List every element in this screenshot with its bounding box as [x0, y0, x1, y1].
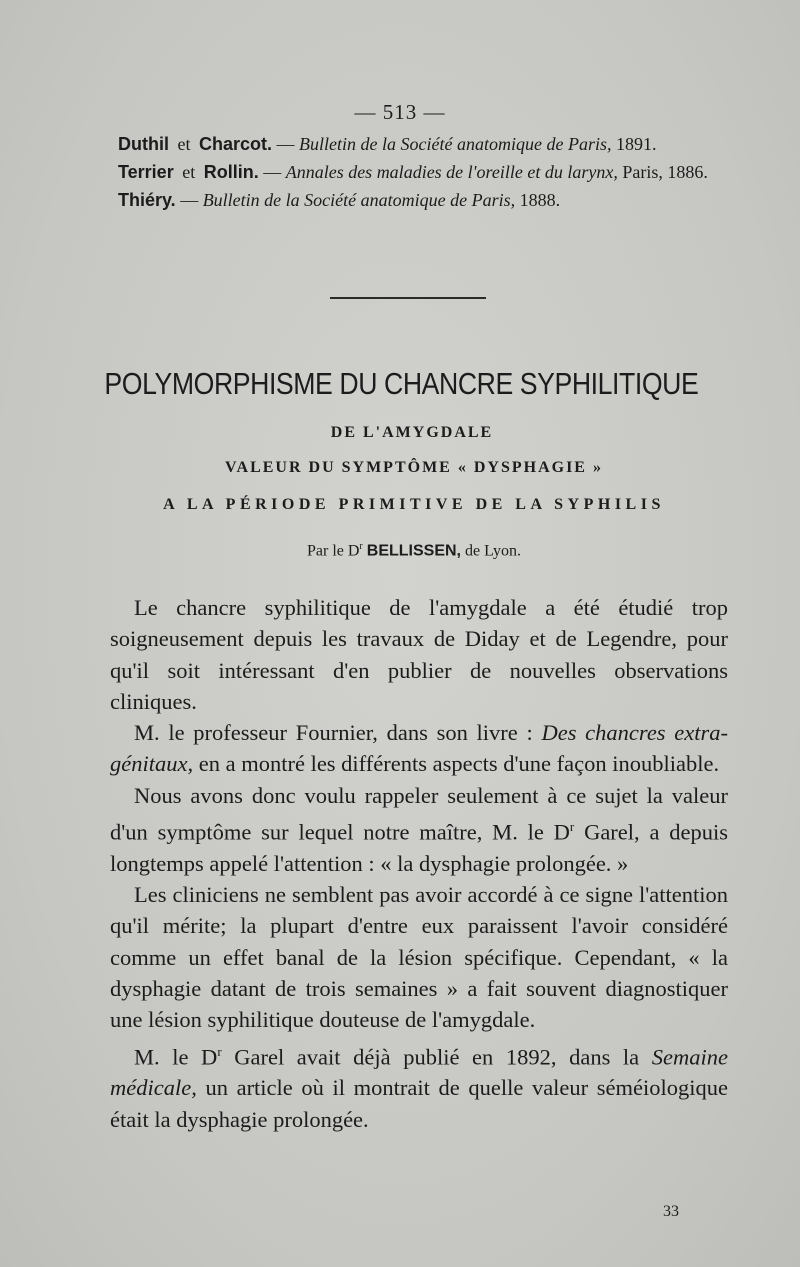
reference-dash: — — [263, 162, 282, 182]
reference-detail: 1888. — [519, 190, 561, 210]
page-number: — 513 — — [354, 100, 446, 124]
reference-dash: — — [180, 190, 199, 210]
article-title: POLYMORPHISME DU CHANCRE SYPHILITIQUE — [104, 366, 699, 401]
reference-source: Bulletin de la Société anatomique de Paris, — [202, 190, 516, 210]
reference-author: Rollin. — [203, 162, 259, 182]
reference-author: Thiéry. — [118, 190, 176, 210]
text-run: en a montré les différents aspects d'une façon inoubliable. — [193, 751, 720, 777]
article-subtitle: A LA PÉRIODE PRIMITIVE DE LA SYPHILIS — [163, 496, 665, 513]
paragraph: Les cliniciens ne semblent pas avoir accordé à ce signe l'attention qu'il mérite; la plupart d'entre eux paraissent l'avoir considéré comme un effet banal de la lésion spécifique. Cependant, « la dysphagie datant de trois semaines » a fait souvent diagnostiquer une lésion syphilitique douteuse de l'amygdale. — [110, 882, 728, 1033]
section-divider — [330, 297, 486, 299]
author-name: BELLISSEN, — [366, 542, 461, 560]
paragraph — [110, 1036, 728, 1135]
italic-text: Des chancres extra-génitaux, — [110, 720, 728, 777]
italic-text: Semaine médicale, — [110, 1044, 728, 1101]
paragraph: Le chancre syphilitique de l'amygdale a été étudié trop soigneusement depuis les travaux de Diday et de Legendre, pour qu'il soit intéressant d'en publier de nouvelles observations cliniques. — [110, 595, 728, 714]
reference-author: Terrier — [118, 162, 174, 182]
reference-detail: 1891. — [615, 134, 657, 154]
article-body — [110, 592, 728, 1135]
reference-source: Annales des maladies de l'oreille et du larynx, — [285, 162, 618, 182]
paragraph — [110, 780, 728, 879]
text-run: Garel avait déjà publié en 1892, dans la — [221, 1044, 652, 1070]
reference-detail: Paris, 1886. — [622, 162, 708, 182]
text-run: Nous avons donc voulu rappeler seulement à ce sujet la valeur d'un symptôme sur lequel notre maître, M. le D — [110, 782, 728, 845]
article-byline — [14, 541, 800, 560]
reference-dash: — — [276, 134, 295, 154]
article-subtitle: DE L'AMYGDALE — [330, 424, 494, 441]
article-subtitle: VALEUR DU SYMPTÔME « DYSPHAGIE » — [225, 459, 603, 476]
reference-list — [104, 134, 724, 218]
reference-connector: et — [177, 134, 191, 154]
byline-prefix: Par le D — [306, 542, 360, 560]
byline-suffix: de Lyon. — [465, 542, 521, 560]
text-run: M. le professeur Fournier, dans son livre : — [134, 720, 542, 746]
text-run: un article où il montrait de quelle valeur séméiologique était la dysphagie prolongée. — [110, 1075, 728, 1132]
reference-item — [104, 134, 724, 155]
paragraph — [110, 717, 728, 780]
reference-connector: et — [182, 162, 196, 182]
reference-item — [104, 162, 724, 183]
text-run: Garel, a depuis longtemps appelé l'attention : « la dysphagie prolongée. » — [110, 819, 729, 876]
reference-author: Charcot. — [199, 134, 273, 154]
signature-mark: 33 — [663, 1203, 679, 1220]
superscript: r — [217, 1043, 222, 1059]
reference-author: Duthil — [118, 134, 169, 154]
byline-superscript: r — [359, 541, 363, 552]
text-run: M. le D — [134, 1044, 218, 1070]
reference-item — [104, 190, 724, 211]
superscript: r — [569, 819, 575, 835]
reference-source: Bulletin de la Société anatomique de Paris, — [299, 134, 612, 154]
